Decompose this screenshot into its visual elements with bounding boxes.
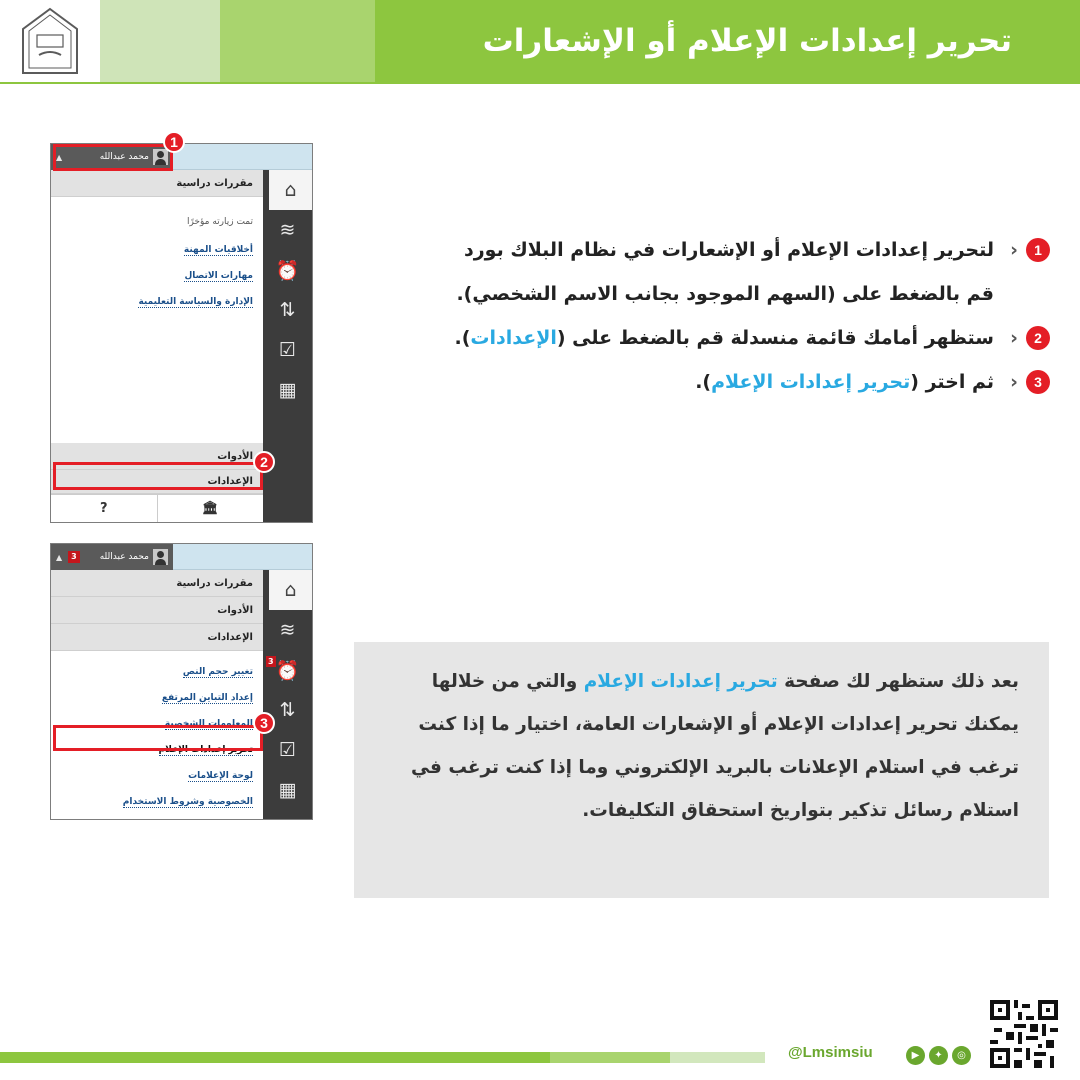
edit-notification-settings-link[interactable]: تحرير إعدادات الإعلام [158, 744, 253, 755]
user-name: محمد عبدالله [99, 552, 149, 562]
blackboard-top-bar [51, 544, 312, 570]
menu-bottom-bar [51, 494, 263, 522]
header-divider [0, 82, 1080, 84]
upload-icon[interactable]: ⇅ [279, 299, 296, 321]
grades-icon[interactable]: ☑ [278, 739, 297, 761]
step-marker-2: 2 [253, 451, 275, 473]
social-handle[interactable]: @Lmsimsiu [788, 1044, 873, 1061]
header-decor-bar [220, 0, 375, 82]
highlight-text: تحرير إعدادات الإعلام [583, 671, 778, 692]
qr-code [990, 1000, 1058, 1068]
user-name: محمد عبدالله [99, 152, 149, 162]
user-menu-toggle[interactable] [51, 544, 173, 570]
avatar-icon [153, 549, 168, 565]
step-number: 2 [1026, 326, 1050, 350]
step-number: 3 [1026, 370, 1050, 394]
grades-icon[interactable]: ☑ [278, 339, 297, 361]
university-logo [0, 0, 100, 82]
user-menu-toggle[interactable] [51, 144, 173, 170]
settings-link[interactable]: المعلومات الشخصية [164, 718, 253, 729]
logo-emblem-icon [19, 5, 81, 77]
stream-icon[interactable]: ≋ [279, 219, 296, 241]
recently-visited-label: تمت زيارته مؤخرًا [186, 217, 253, 227]
dropdown-arrow-icon[interactable]: ▲ [56, 152, 63, 162]
step-marker-1: 1 [163, 131, 185, 153]
step-2: 2 ‹ ستظهر أمامك قائمة منسدلة قم بالضغط على (الإعدادات). [330, 316, 1050, 360]
settings-link[interactable]: لوحة الإعلامات [188, 770, 253, 781]
footer-bar [0, 1052, 550, 1063]
menu-tools[interactable]: الأدوات [51, 597, 263, 624]
menu-courses[interactable]: مقررات دراسية [51, 570, 263, 597]
instagram-icon[interactable]: ◎ [952, 1046, 971, 1065]
menu-footer-rows [51, 443, 263, 494]
home-icon[interactable]: 🏛 [201, 501, 219, 516]
calendar-icon[interactable]: ▦ [278, 379, 297, 401]
settings-link[interactable]: تغيير حجم النص [182, 666, 253, 677]
alarm-icon[interactable]: 3 ⏰ [268, 657, 300, 682]
alarm-count-badge: 3 [268, 657, 274, 666]
highlight-text: الإعدادات [470, 327, 557, 349]
dropdown-arrow-icon[interactable]: ▲ [56, 552, 63, 562]
alarm-icon[interactable]: ⏰ [275, 259, 300, 282]
footer-bar [670, 1052, 765, 1063]
step-1 [330, 228, 1050, 316]
footer-bar [550, 1052, 670, 1063]
upload-icon[interactable]: ⇅ [279, 699, 296, 721]
recent-course-link[interactable]: أخلاقيات المهنة [183, 244, 253, 255]
chevron-icon: ‹ [1010, 239, 1018, 261]
menu-panel [51, 170, 263, 522]
recent-course-link[interactable]: الإدارة والسياسة التعليمية [138, 296, 253, 307]
menu-courses[interactable]: مقررات دراسية [51, 170, 263, 197]
blackboard-side-nav [263, 570, 312, 819]
step-marker-3: 3 [253, 712, 275, 734]
settings-link[interactable]: إعداد التباين المرتفع [161, 692, 253, 703]
menu-settings[interactable]: الإعدادات [51, 624, 263, 651]
help-button[interactable]: ? [51, 495, 158, 522]
youtube-icon[interactable]: ▶ [906, 1046, 925, 1065]
page-title: تحرير إعدادات الإعلام أو الإشعارات [482, 23, 1012, 59]
blackboard-menu-screenshot-2 [50, 543, 313, 820]
settings-link[interactable]: الخصوصية وشروط الاستخدام [122, 796, 253, 807]
menu-tools[interactable]: الأدوات [51, 443, 263, 470]
step-text: لتحرير إعدادات الإعلام أو الإشعارات في نظام البلاك بورد [463, 239, 994, 261]
calendar-icon[interactable]: ▦ [278, 779, 297, 801]
bb-home-icon[interactable]: ⌂ [269, 170, 312, 210]
menu-settings[interactable]: الإعدادات [51, 470, 263, 494]
bb-home-icon[interactable]: ⌂ [269, 570, 312, 610]
chevron-icon: ‹ [1010, 371, 1018, 393]
qr-code-icon [990, 1000, 1058, 1068]
info-box: بعد ذلك ستظهر لك صفحة تحرير إعدادات الإعلام والتي من خلالها يمكنك تحرير إعدادات الإعلام أو الإشعارات العامة، اختيار ما إذا كنت ترغب في استلام الإعلانات بالبريد الإلكتروني وما إذا كنت ترغب في استلام رسائل تذكير بتواريخ استحقاق التكليفات. [354, 642, 1049, 898]
stream-icon[interactable]: ≋ [279, 619, 296, 641]
step-3: 3 ‹ ثم اختر (تحرير إعدادات الإعلام). [330, 360, 1050, 404]
highlight-text: تحرير إعدادات الإعلام [711, 371, 911, 393]
menu-panel [51, 570, 263, 819]
header-decor-bar [100, 0, 220, 82]
chevron-icon: ‹ [1010, 327, 1018, 349]
instruction-steps [330, 228, 1050, 404]
recent-course-link[interactable]: مهارات الاتصال [184, 270, 253, 281]
twitter-icon[interactable]: ✦ [929, 1046, 948, 1065]
avatar-icon [153, 149, 168, 165]
step-text: قم بالضغط على (السهم الموجود بجانب الاسم الشخصي). [456, 283, 994, 305]
notification-badge: 3 [68, 551, 80, 563]
step-number: 1 [1026, 238, 1050, 262]
header-banner [375, 0, 1080, 82]
